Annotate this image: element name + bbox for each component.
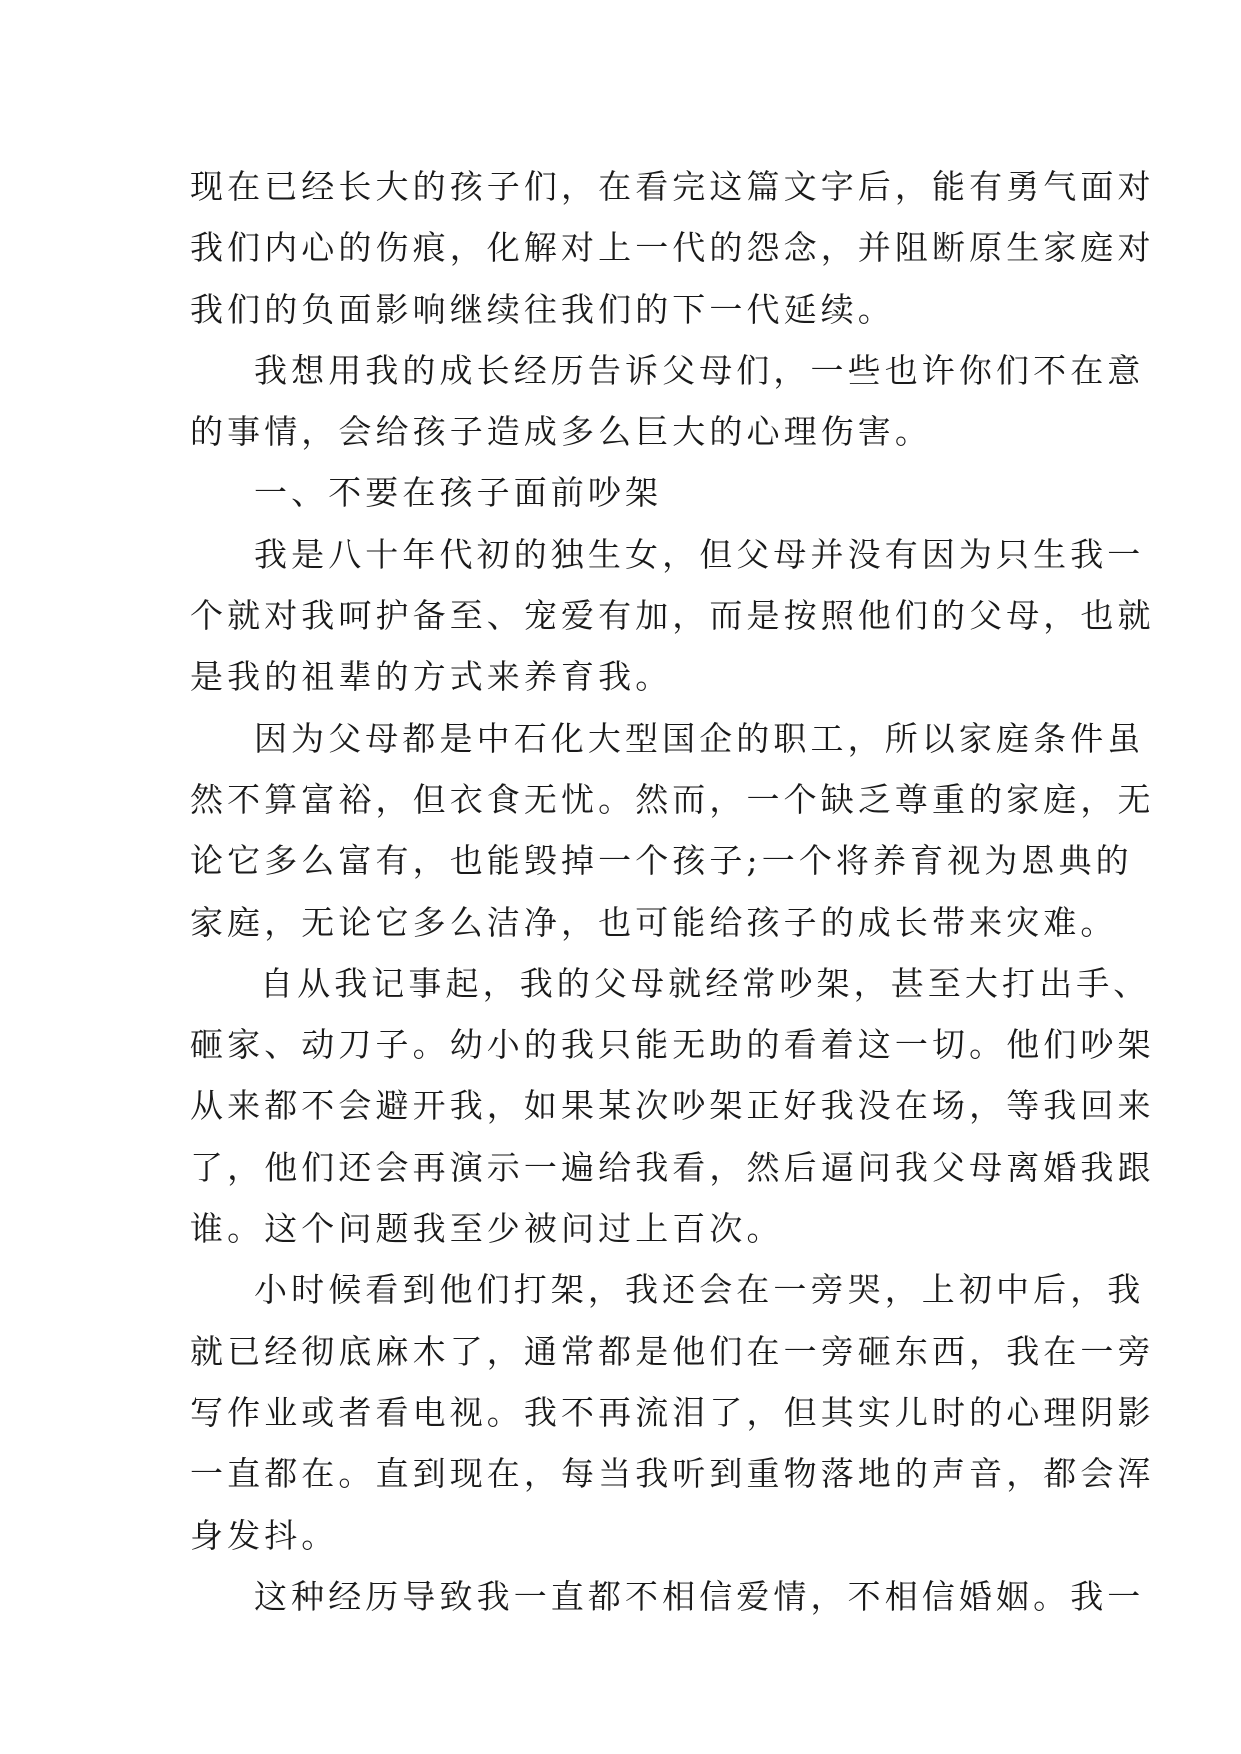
text-line: 了，他们还会再演示一遍给我看，然后逼问我父母离婚我跟	[190, 1147, 1155, 1187]
text-line: 的事情，会给孩子造成多么巨大的心理伤害。	[190, 412, 932, 452]
body-text	[190, 156, 1155, 1627]
text-line: 一直都在。直到现在，每当我听到重物落地的声音，都会浑	[190, 1454, 1155, 1494]
text-line: 我是八十年代初的独生女，但父母并没有因为只生我一	[254, 534, 1145, 574]
section-heading: 一、不要在孩子面前吵架	[254, 473, 663, 513]
text-line: 身发抖。	[190, 1515, 339, 1555]
text-line: 个就对我呵护备至、宠爱有加，而是按照他们的父母，也就	[190, 596, 1155, 636]
text-line: 我们内心的伤痕，化解对上一代的怨念，并阻断原生家庭对	[190, 228, 1155, 268]
text-line: 现在已经长大的孩子们，在看完这篇文字后，能有勇气面对	[190, 167, 1155, 206]
text-line: 写作业或者看电视。我不再流泪了，但其实儿时的心理阴影	[190, 1392, 1155, 1432]
text-line: 我们的负面影响继续往我们的下一代延续。	[190, 289, 895, 329]
text-line: 家庭，无论它多么洁净，也可能给孩子的成长带来灾难。	[190, 902, 1118, 942]
text-line: 然不算富裕，但衣食无忧。然而，一个缺乏尊重的家庭，无	[190, 779, 1155, 819]
text-line: 砸家、动刀子。幼小的我只能无助的看着这一切。他们吵架	[190, 1025, 1155, 1065]
text-line: 谁。这个问题我至少被问过上百次。	[190, 1209, 784, 1249]
text-line: 论它多么富有，也能毁掉一个孩子;一个将养育视为恩典的	[190, 841, 1133, 881]
text-line: 这种经历导致我一直都不相信爱情，不相信婚姻。我一	[254, 1576, 1145, 1616]
text-line: 是我的祖辈的方式来养育我。	[190, 657, 673, 697]
text-line: 因为父母都是中石化大型国企的职工，所以家庭条件虽	[254, 718, 1145, 758]
text-line: 小时候看到他们打架，我还会在一旁哭，上初中后，我	[254, 1270, 1145, 1310]
text-line: 就已经彻底麻木了，通常都是他们在一旁砸东西，我在一旁	[190, 1331, 1155, 1371]
text-line: 自从我记事起，我的父母就经常吵架，甚至大打出手、	[260, 963, 1151, 1003]
text-line: 我想用我的成长经历告诉父母们，一些也许你们不在意	[254, 350, 1145, 390]
text-line: 从来都不会避开我，如果某次吵架正好我没在场，等我回来	[190, 1086, 1155, 1126]
